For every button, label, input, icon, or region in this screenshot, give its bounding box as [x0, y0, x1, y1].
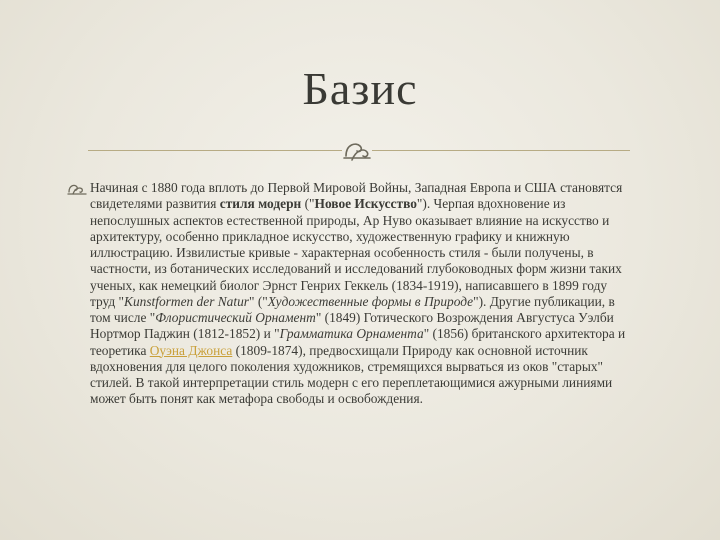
- owen-jones-link[interactable]: Оуэна Джонса: [149, 342, 233, 358]
- paragraph-text: " (1849) Готического Возрождения Августуса Уэлби Нортмор Паджин (1812-1852) и ": [90, 310, 614, 342]
- paragraph-text: (1809-1874), предвосхищали Природу как основной источник вдохновения для целого поколения художников, стремящихся вырваться из оков "старых" стилей. В такой интерпретации стиль модерн с его переплетающимися ажурными линиями может быть понят как метафора свободы и освобождения.: [90, 342, 613, 407]
- bold-term-new-art: Новое Искусство: [314, 196, 417, 212]
- body-paragraph: [90, 180, 632, 408]
- paragraph-text: " (1856) британского архитектора и теоретика: [90, 326, 626, 358]
- content-block: [67, 180, 632, 408]
- italic-title-art-forms: Художественные формы в Природе: [267, 293, 474, 309]
- paragraph-text: Начиная с 1880 года вплоть до Первой Мировой Войны, Западная Европа и США становятся свидетелями развития: [90, 180, 623, 212]
- paragraph-text: "). Другие публикации, в том числе ": [90, 293, 615, 325]
- bold-term-style-modern: стиля модерн: [219, 196, 302, 212]
- italic-title-grammar-ornament: Грамматика Орнамента: [279, 326, 424, 342]
- italic-title-floral-ornament: Флористический Орнамент: [155, 310, 316, 325]
- paragraph-text: "). Черпая вдохновение из непослушных аспектов естественной природы, Ар Нуво оказывает влияние на искусство и архитектуру, особенно прикладное искусство, художественную графику и книжную иллюстрацию. Извилистые кривые - характерная особенность стиля - были получены, в частности, из ботанических исследований и исследований глубоководных форм жизни таких ученых, как немецкий биолог Эрнст Генрих Геккель (1834-1919), написавшего в 1899 году труд ": [90, 196, 622, 309]
- scroll-bullet-icon: [67, 182, 87, 196]
- title-divider-left: [88, 150, 342, 151]
- scroll-ornament-icon: [342, 136, 372, 164]
- title-divider-right: [372, 150, 630, 151]
- paragraph-text: (": [301, 196, 315, 212]
- slide-title: Базис: [302, 63, 418, 114]
- paragraph-text: " (": [249, 293, 268, 309]
- italic-title-kunstformen: Kunstformen der Natur: [124, 293, 250, 309]
